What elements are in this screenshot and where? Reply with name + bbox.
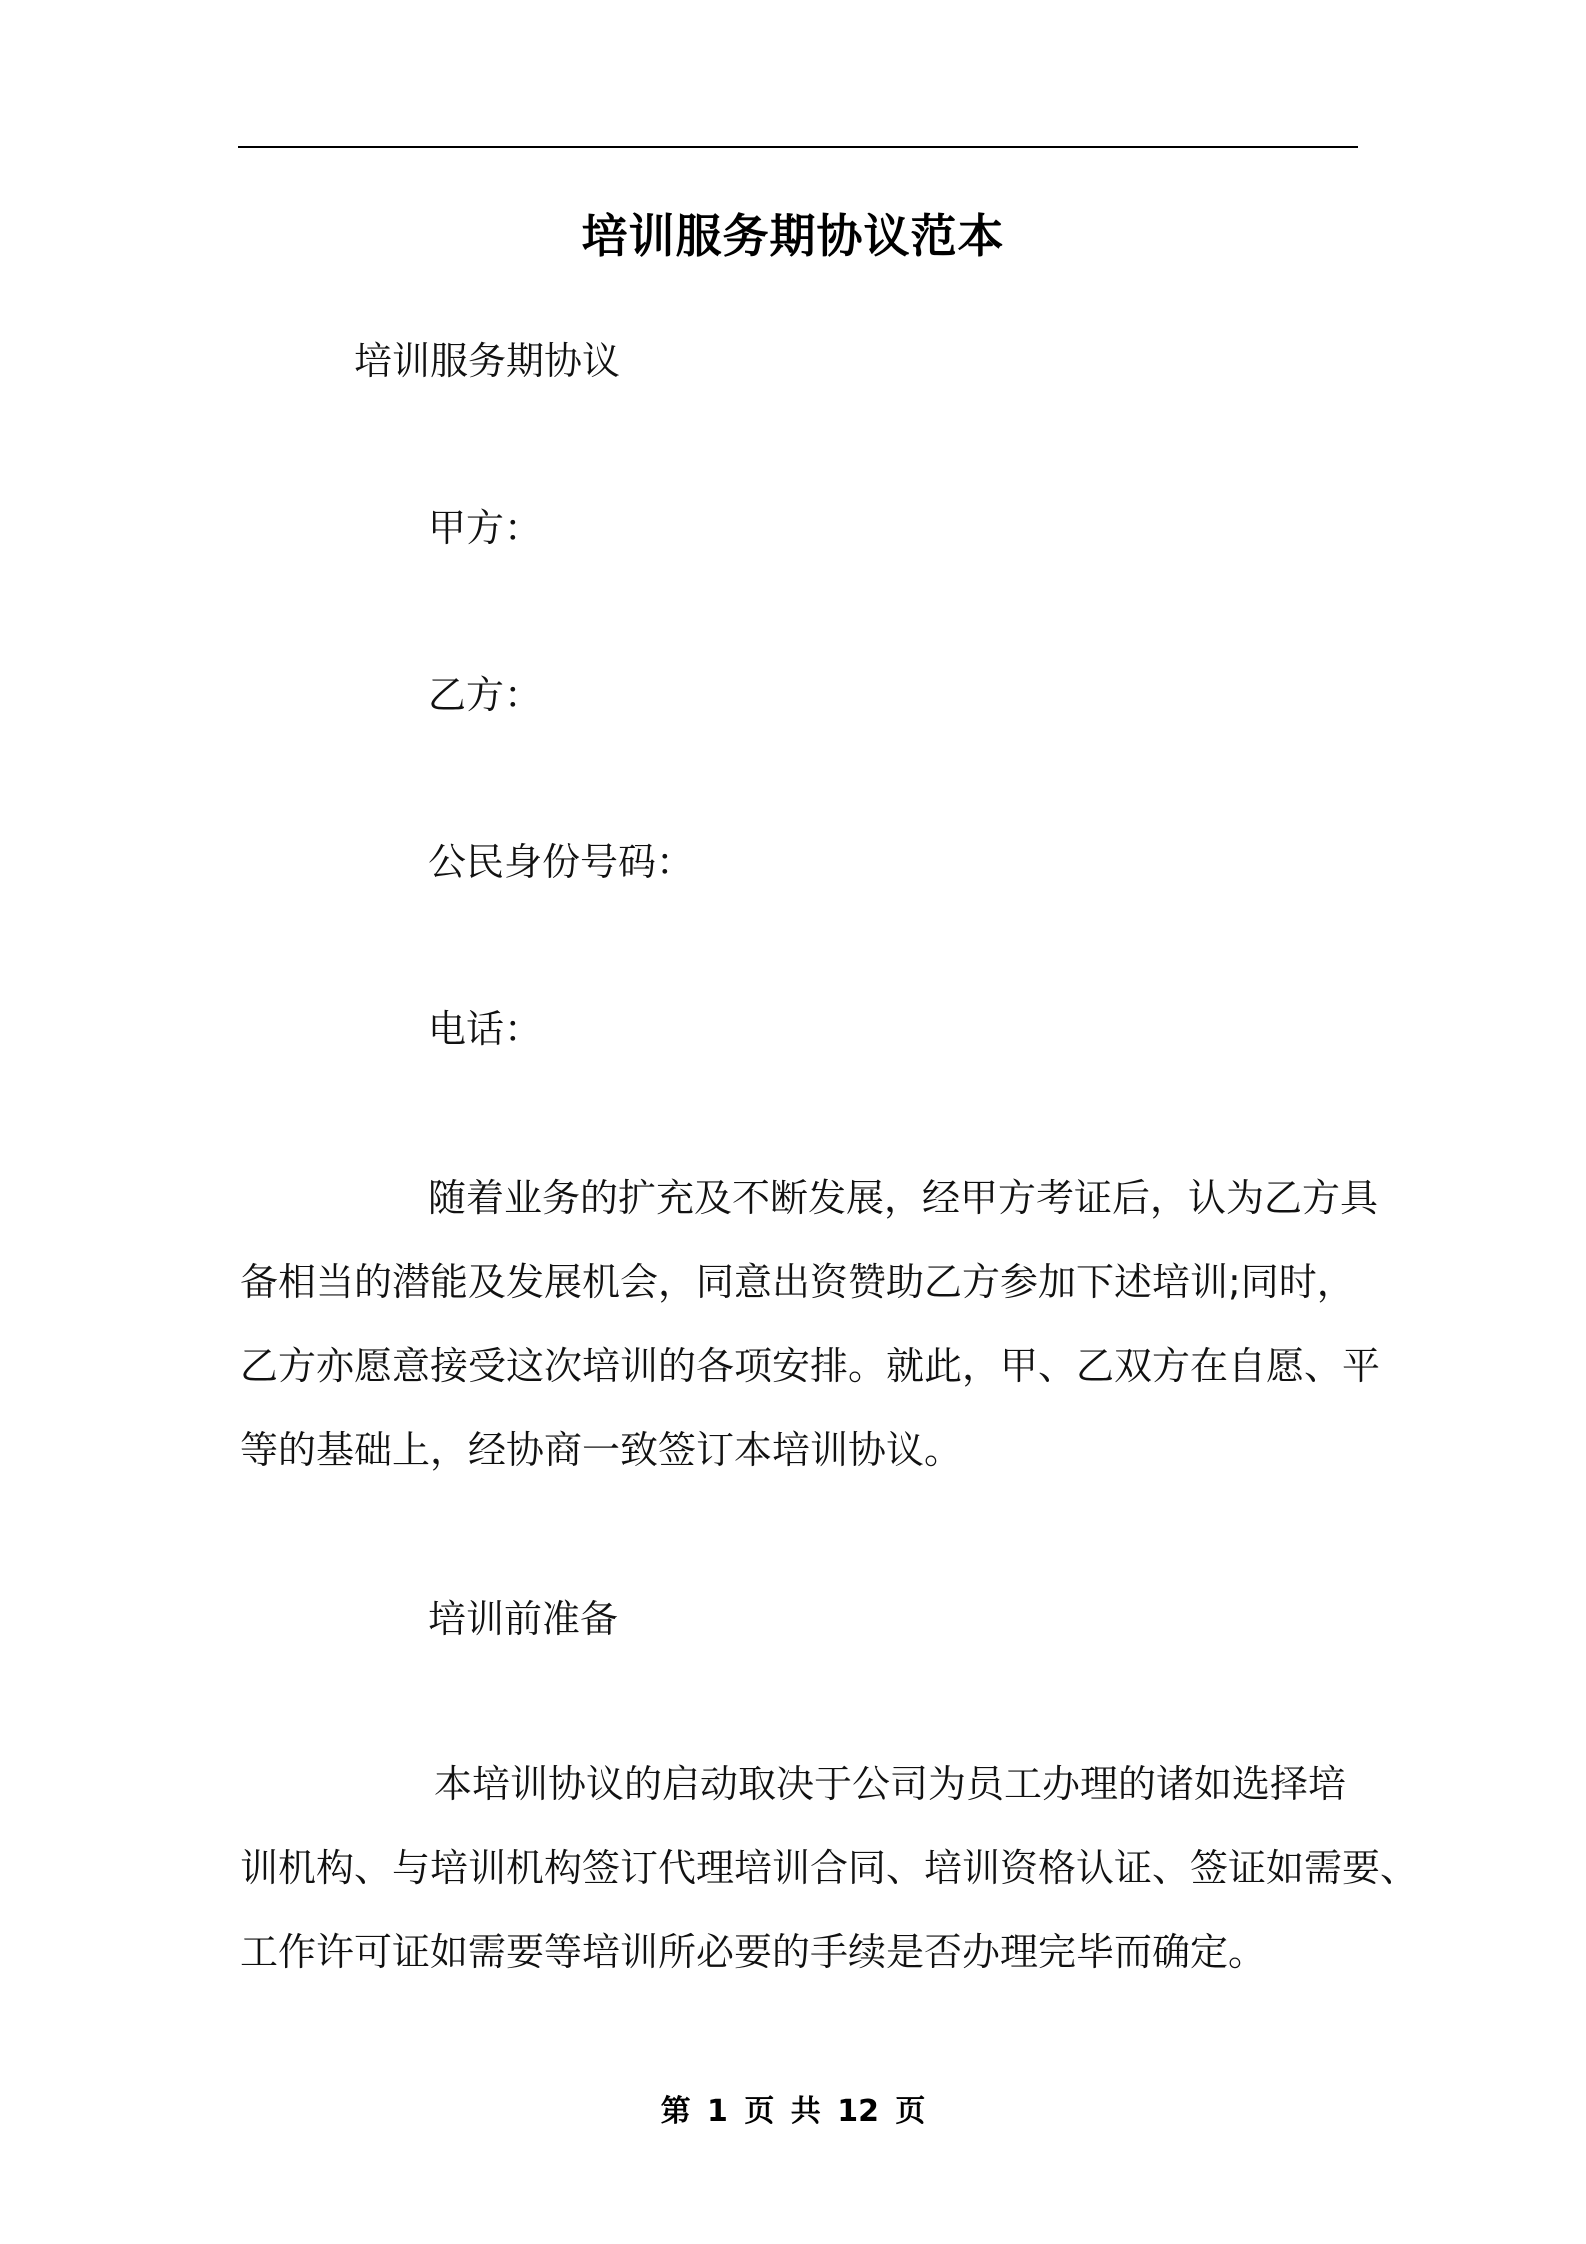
paragraph-line: 等的基础上，经协商一致签订本培训协议。 (240, 1428, 963, 1472)
section-paragraph (240, 1742, 1419, 1994)
paragraph-line: 训机构、与培训机构签订代理培训合同、培训资格认证、签证如需要、 (240, 1846, 1419, 1890)
paragraph-line: 随着业务的扩充及不断发展，经甲方考证后，认为乙方具 (428, 1176, 1379, 1220)
intro-paragraph (240, 1156, 1381, 1492)
paragraph-line: 备相当的潜能及发展机会，同意出资赞助乙方参加下述培训;同时， (240, 1260, 1355, 1304)
document-subtitle: 培训服务期协议 (354, 339, 621, 383)
phone-field: 电话： (428, 1007, 543, 1051)
section-heading: 培训前准备 (428, 1597, 619, 1641)
paragraph-line: 本培训协议的启动取决于公司为员工办理的诸如选择培 (434, 1762, 1347, 1806)
party-b-field: 乙方： (428, 673, 543, 717)
paragraph-line: 工作许可证如需要等培训所必要的手续是否办理完毕而确定。 (240, 1930, 1267, 1974)
id-number-field: 公民身份号码： (428, 840, 695, 884)
party-a-field: 甲方： (428, 506, 543, 550)
page-number-footer: 第 1 页 共 12 页 (660, 2094, 926, 2129)
paragraph-line: 乙方亦愿意接受这次培训的各项安排。就此，甲、乙双方在自愿、平 (240, 1344, 1381, 1388)
document-title: 培训服务期协议范本 (581, 209, 1005, 263)
header-rule (238, 146, 1358, 148)
